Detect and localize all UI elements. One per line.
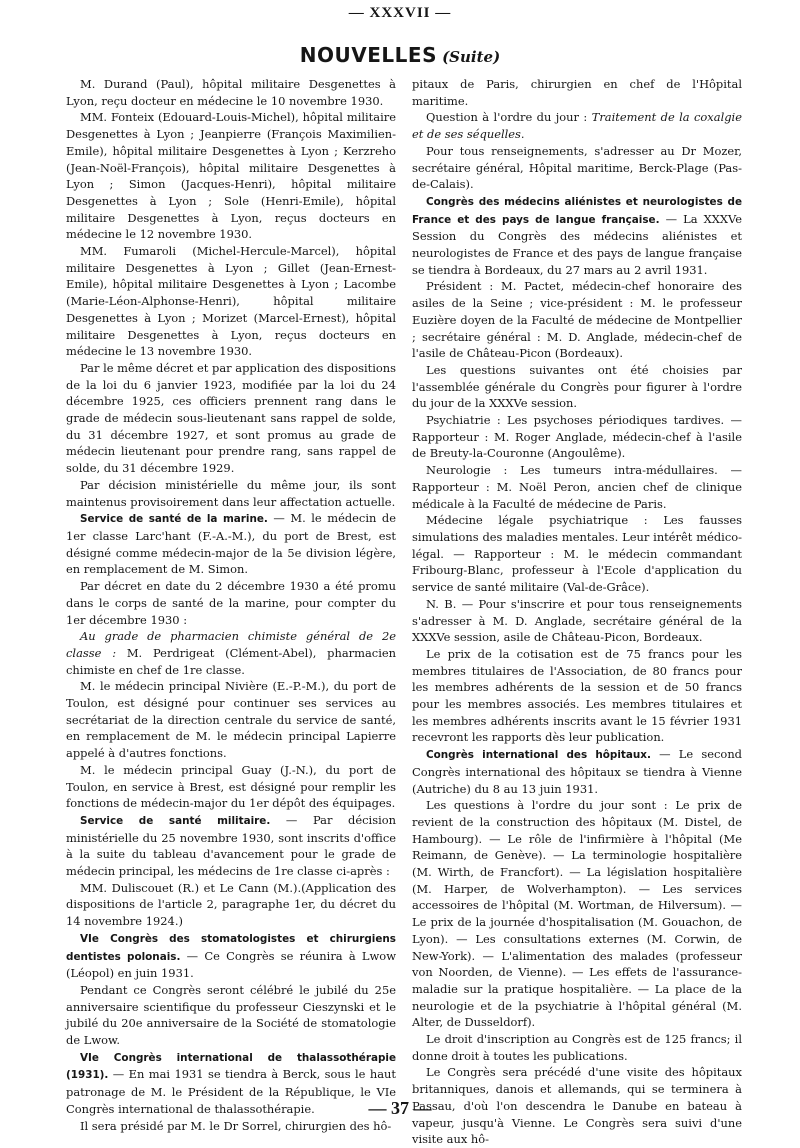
paragraph: M. le médecin principal Guay (J.-N.), du port de Toulon, en service à Brest, est désigné pour remplir les fonctions de médecin-major du 1er dépôt des équipages.: [66, 762, 396, 811]
paragraph: Le prix de la cotisation est de 75 francs pour les membres titulaires de l'Association, de 80 francs pour les membres adhérents de la session et de 50 francs pour les membres associés. Les membres titulaires et les membres adhérents inscrits avant le 15 février 1931 recevront les rapports dès leur publication.: [412, 646, 742, 745]
paragraph-text: — Ce Congrès se réunira à Lwow (Léopol) en juin 1931.: [66, 948, 396, 981]
italic-text: Traitement de la coxalgie et de ses séquelles.: [412, 110, 742, 142]
paragraph: Le droit d'inscription au Congrès est de 125 francs; il donne droit à toutes les publications.: [412, 1032, 742, 1063]
roman-page-number: — XXXVII —: [348, 5, 452, 21]
paragraph: [66, 510, 396, 578]
paragraph-text: — En mai 1931 se tiendra à Berck, sous le haut patronage de M. le Président de la République, le VIe Congrès international de thalassothérapie.: [66, 1067, 396, 1116]
paragraph: Par le même décret et par application des dispositions de la loi du 6 janvier 1923, modifiée par la loi du 24 décembre 1925, ces officiers prennent rang dans le grade de médecin sous-lieutenant sans rappel de solde, du 31 décembre 1927, et sont promus au grade de médecin lieutenant pour prendre rang, sans rappel de solde, du 31 décembre 1929.: [66, 360, 396, 476]
section-title: [0, 44, 800, 68]
paragraph: Les questions à l'ordre du jour sont : Le prix de revient de la construction des hôpitaux (M. Distel, de Hambourg). — Le rôle de l'infirmière à l'hôpital (Me Reimann, de Genève). — La terminologie hospitalière (M. Wirth, de Francfort). — La législation hospitalière (M. Harper, de Wolverhampton). — Les services accessoires de l'hôpital (M. Wortman, de Hilversum). — Le prix de la journée d'hospitalisation (M. Gouachon, de Lyon). — Les consultations externes (M. Corwin, de New-York). — L'alimentation des malades (professeur von Noorden, de Vienne). — Les effets de l'assurance-maladie sur la pratique hospitalière. — La place de la neurologie et de la psychiatrie à l'hôpital général (M. Alter, de Dusseldorf).: [412, 798, 742, 1030]
paragraph: Pendant ce Congrès seront célébré le jubilé du 25e anniversaire scientifique du professeur Cieszynski et le jubilé du 20e anniversaire de la Société de stomatologie de Lwow.: [66, 982, 396, 1048]
paragraph: MM. Fumaroli (Michel-Hercule-Marcel), hôpital militaire Desgenettes à Lyon ; Gillet (Jean-Ernest-Emile), hôpital militaire Desgenettes à Lyon ; Lacombe (Marie-Léon-Alphonse-Henri), hôpital militaire Desgenettes à Lyon ; Morizet (Marcel-Ernest), hôpital militaire Desgenettes à Lyon, reçus docteurs en médecine le 13 novembre 1930.: [66, 244, 396, 359]
italic-text: Au grade de pharmacien chimiste général de 2e classe :: [66, 629, 396, 660]
paragraph-text: — Par décision ministérielle du 25 novembre 1930, sont inscrits d'office à la suite du tableau d'avancement pour le grade de médecin principal, les médecins de 1re classe ci-après :: [66, 812, 396, 879]
paragraph: Le Congrès sera précédé d'une visite des hôpitaux britanniques, danois et allemands, qui se terminera à Passau, d'où l'on descendra le Danube en bateau à vapeur, jusqu'à Vienne. Le Congrès sera suivi d'une visite aux hô-: [412, 1065, 742, 1147]
paragraph: [412, 193, 742, 279]
paragraph: MM. Fonteix (Edouard-Louis-Michel), hôpital militaire Desgenettes à Lyon ; Jeanpierre (François Maximilien-Emile), hôpital militaire Desgenettes à Lyon ; Kerzreho (Jean-Noël-François), hôpital militaire Desgenettes à Lyon ; Simon (Jacques-Henri), hôpital militaire Desgenettes à Lyon ; Sole (Henri-Emile), hôpital militaire Desgenettes à Lyon, reçus docteurs en médecine le 12 novembre 1930.: [66, 110, 396, 242]
paragraph: [412, 746, 742, 797]
paragraph: Il sera présidé par M. le Dr Sorrel, chirurgien des hô-: [80, 1118, 392, 1133]
title-suffix: (Suite): [442, 48, 501, 66]
paragraph: pitaux de Paris, chirurgien en chef de l'Hôpital maritime.: [412, 77, 742, 108]
section-heading: VIe Congrès des stomatologistes et chirurgiens dentistes polonais.: [66, 932, 396, 963]
paragraph-text: M. Perdrigeat (Clément-Abel), pharmacien chimiste en chef de 1re classe.: [66, 645, 396, 677]
paragraph: N. B. — Pour s'inscrire et pour tous renseignements s'adresser à M. D. Anglade, secrétaire général de la XXXVe session, asile de Château-Picon, Bordeaux.: [412, 596, 742, 645]
paragraph: M. Durand (Paul), hôpital militaire Desgenettes à Lyon, reçu docteur en médecine le 10 novembre 1930.: [66, 77, 396, 108]
paragraph: Président : M. Pactet, médecin-chef honoraire des asiles de la Seine ; vice-président : M. le professeur Euzière doyen de la Faculté de médecine de Montpellier ; secrétaire général : M. D. Anglade, médecin-chef de l'asile de Château-Picon (Bordeaux).: [412, 279, 742, 361]
paragraph-text: — La XXXVe Session du Congrès des médecins aliénistes et neurologistes de France et des pays de langue française se tiendra à Bordeaux, du 27 mars au 2 avril 1931.: [412, 211, 743, 277]
paragraph: MM. Duliscouet (R.) et Le Cann (M.).(Application des dispositions de l'article 2, paragraphe 1er, du décret du 14 novembre 1924.): [66, 880, 396, 929]
paragraph-text: — M. le médecin de 1er classe Larc'hant (F.-A.-M.), du port de Brest, est désigné comme médecin-major de la 5e division légère, en remplacement de M. Simon.: [66, 511, 396, 577]
page-number: — 37 —: [368, 1098, 432, 1118]
section-heading: Congrès des médecins aliénistes et neurologistes de France et des pays de langue française.: [412, 195, 742, 226]
paragraph: [66, 628, 396, 678]
paragraph: Psychiatrie : Les psychoses périodiques tardives. — Rapporteur : M. Roger Anglade, médecin-chef à l'asile de Breuty-la-Couronne (Angoulême).: [412, 413, 742, 461]
paragraph: Médecine légale psychiatrique : Les fausses simulations des maladies mentales. Leur intérêt médico-légal. — Rapporteur : M. le médecin commandant Fribourg-Blanc, professeur à l'Ecole d'application du service de santé militaire (Val-de-Grâce).: [412, 513, 742, 595]
section-heading: Service de santé de la marine.: [80, 513, 268, 526]
paragraph: Neurologie : Les tumeurs intra-médullaires. — Rapporteur : M. Noël Peron, ancien chef de clinique médicale à la Faculté de médecine de Paris.: [412, 463, 742, 511]
paragraph-text: Question à l'ordre du jour :: [426, 110, 592, 125]
title-main: NOUVELLES: [299, 43, 437, 67]
paragraph: Les questions suivantes ont été choisies par l'assemblée générale du Congrès pour figurer à l'ordre du jour de la XXXVe session.: [412, 362, 742, 411]
section-heading: VIe Congrès international de thalassothérapie (1931).: [66, 1051, 396, 1082]
paragraph: Par décision ministérielle du même jour, ils sont maintenus provisoirement dans leur affectation actuelle.: [66, 477, 396, 509]
paragraph: Pour tous renseignements, s'adresser au Dr Mozer, secrétaire général, Hôpital maritime, Berck-Plage (Pas-de-Calais).: [412, 143, 742, 192]
paragraph: [66, 930, 396, 982]
paragraph: [412, 109, 742, 142]
paragraph: Par décret en date du 2 décembre 1930 a été promu dans le corps de santé de la marine, pour compter du 1er décembre 1930 :: [66, 579, 396, 627]
section-heading: Service de santé militaire.: [80, 814, 271, 827]
paragraph: [66, 812, 396, 880]
paragraph: M. le médecin principal Nivière (E.-P.-M.), du port de Toulon, est désigné pour continuer ses services au secrétariat de la direction centrale du service de santé, en remplacement de M. le médecin principal Lapierre appelé à d'autres fonctions.: [66, 679, 396, 761]
paragraph-text: — Le second Congrès international des hôpitaux se tiendra à Vienne (Autriche) du 8 au 13 juin 1931.: [412, 747, 743, 796]
section-heading: Congrès international des hôpitaux.: [426, 749, 651, 762]
right-column: [412, 76, 742, 1148]
left-column: [66, 76, 396, 1134]
